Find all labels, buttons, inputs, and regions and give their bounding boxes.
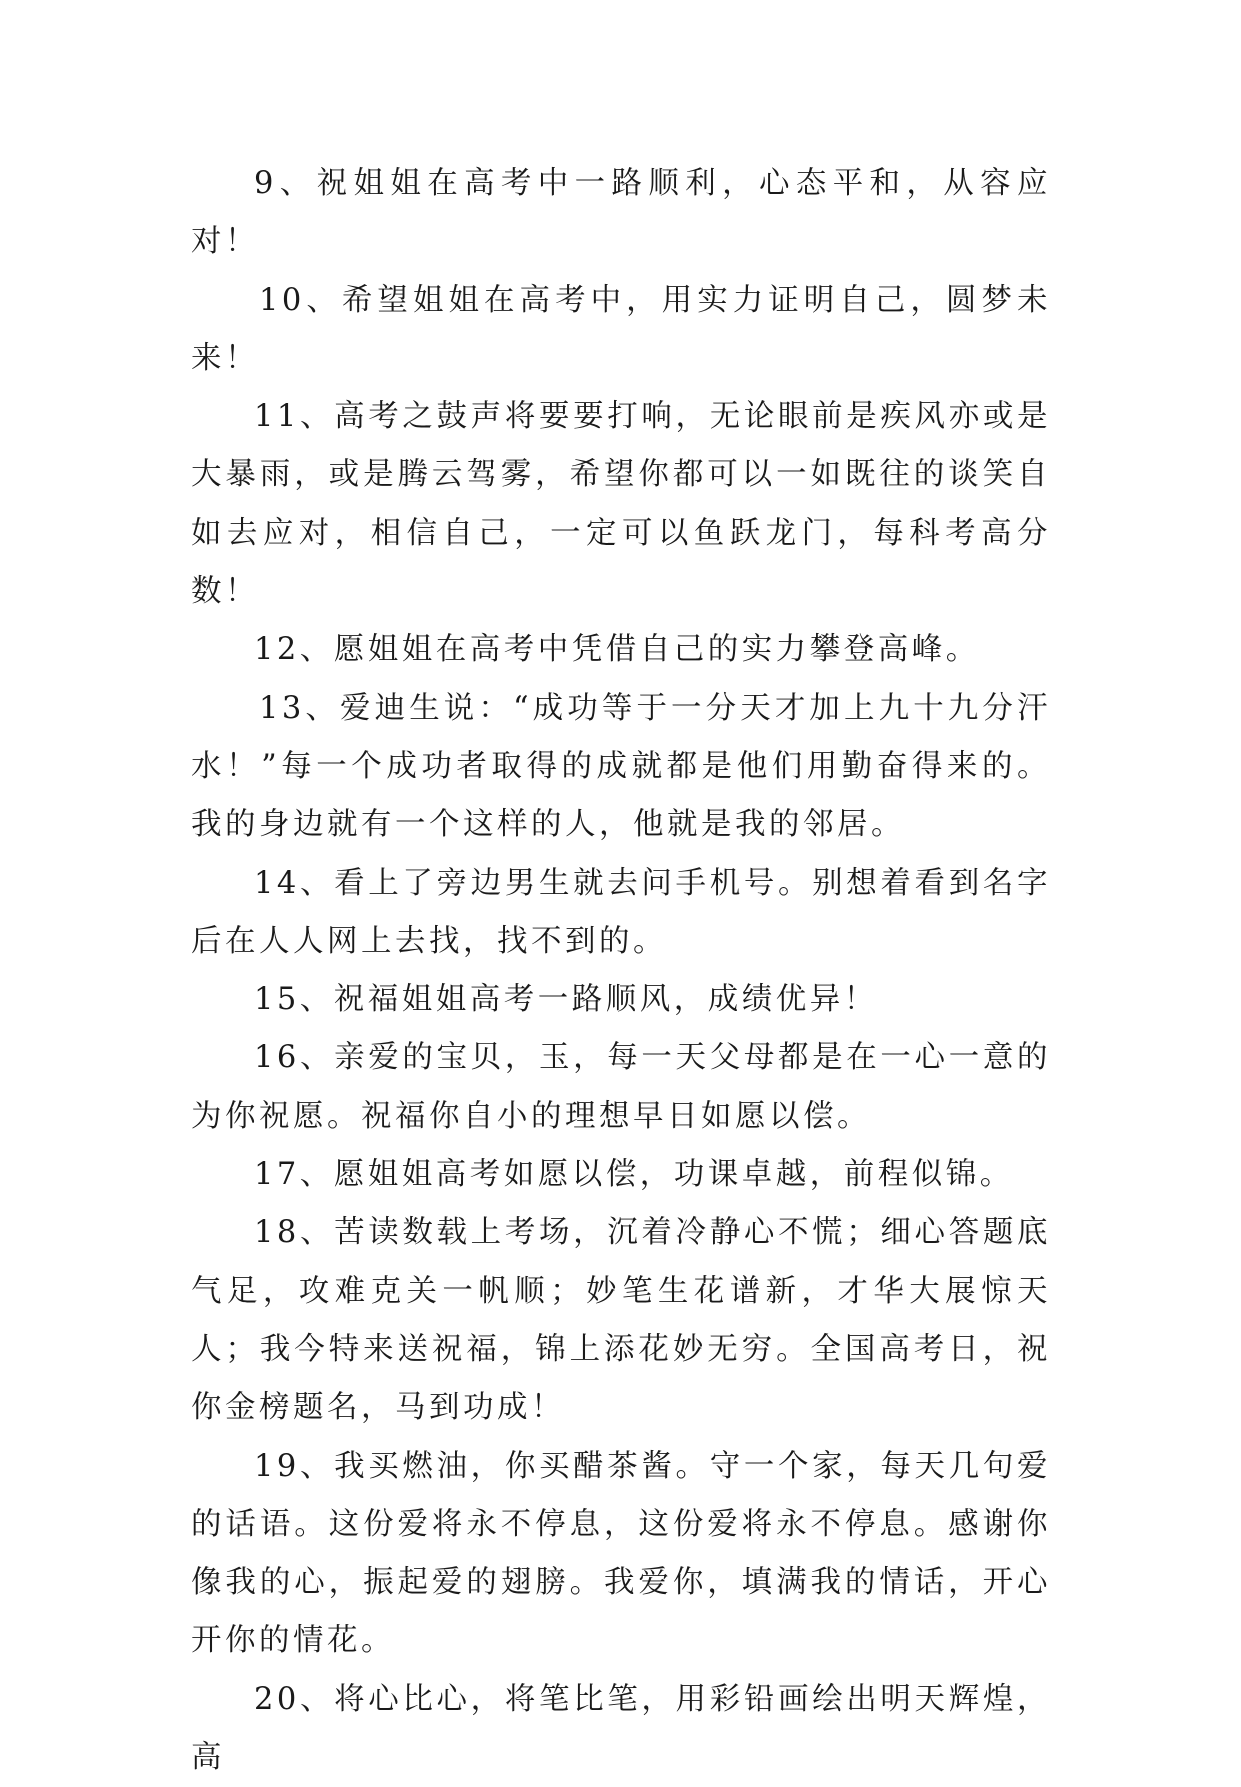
paragraph-14: 14、看上了旁边男生就去问手机号。别想着看到名字后在人人网上去找，找不到的。	[191, 865, 1051, 959]
paragraph-10: 10、希望姐姐在高考中，用实力证明自己，圆梦未来！	[191, 282, 1051, 376]
paragraph-9: 9、祝姐姐在高考中一路顺利，心态平和，从容应对！	[191, 166, 1051, 260]
paragraph-18: 18、苦读数载上考场，沉着冷静心不慌；细心答题底气足，攻难克关一帆顺；妙笔生花谱新，才华大展惊天人；我今特来送祝福，锦上添花妙无穷。全国高考日，祝你金榜题名，马到功成！	[191, 1215, 1051, 1426]
paragraph-12: 12、愿姐姐在高考中凭借自己的实力攀登高峰。	[254, 632, 980, 668]
paragraph-16: 16、亲爱的宝贝，玉，每一天父母都是在一心一意的为你祝愿。祝福你自小的理想早日如愿以偿。	[191, 1040, 1051, 1134]
document-body	[191, 155, 1051, 1787]
paragraph-17: 17、愿姐姐高考如愿以偿，功课卓越，前程似锦。	[254, 1157, 1014, 1193]
paragraph-13: 13、爱迪生说：“成功等于一分天才加上九十九分汗水！”每一个成功者取得的成就都是他们用勤奋得来的。我的身边就有一个这样的人，他就是我的邻居。	[191, 690, 1051, 843]
paragraph-15: 15、祝福姐姐高考一路顺风，成绩优异！	[254, 982, 878, 1018]
paragraph-20: 20、将心比心，将笔比笔，用彩铅画绘出明天辉煌，高	[191, 1681, 1051, 1776]
paragraph-11: 11、高考之鼓声将要要打响，无论眼前是疾风亦或是大暴雨，或是腾云驾雾，希望你都可以一如既往的谈笑自如去应对，相信自己，一定可以鱼跃龙门，每科考高分数！	[191, 399, 1051, 610]
paragraph-19: 19、我买燃油，你买醋茶酱。守一个家，每天几句爱的话语。这份爱将永不停息，这份爱将永不停息。感谢你像我的心，振起爱的翅膀。我爱你，填满我的情话，开心开你的情花。	[191, 1448, 1051, 1659]
